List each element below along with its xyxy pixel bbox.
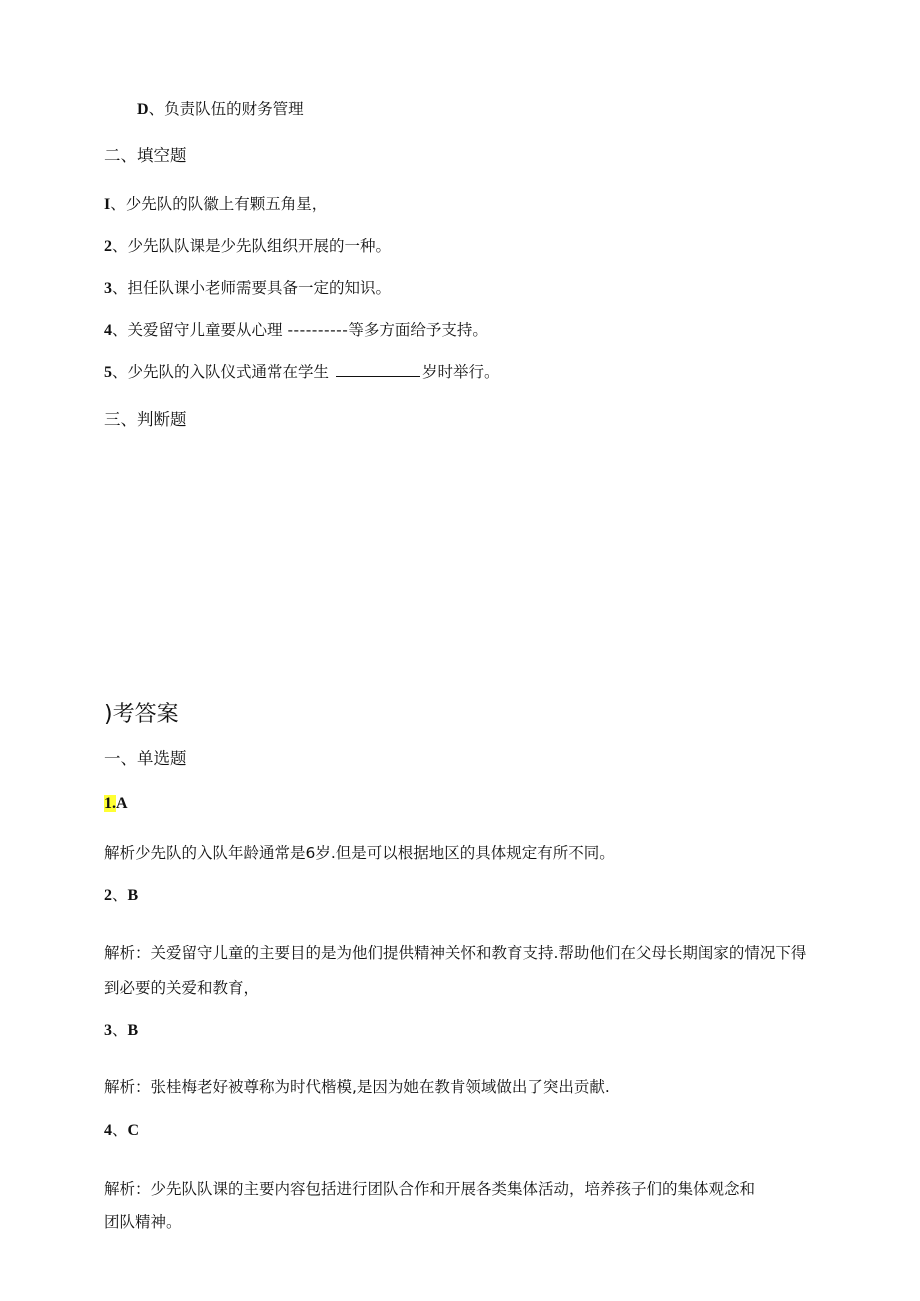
- item-number: 3: [104, 280, 112, 297]
- item-text-before: 、关爱留守儿童要从心理: [112, 321, 288, 339]
- answer-letter: C: [127, 1122, 140, 1139]
- answer-2-explanation-line1: 解析：关爱留守儿童的主要目的是为他们提供精神关怀和教育支持.帮助他们在父母长期闺家的情况下得: [104, 944, 807, 962]
- option-d-line: [137, 98, 304, 121]
- section-fill-blank-title: 二、填空题: [104, 146, 187, 165]
- fill-blank-item-2: [104, 235, 391, 258]
- answer-4-explanation-line2: 团队精神。: [104, 1213, 182, 1231]
- answer-number: 2: [104, 887, 112, 904]
- answer-sep: 、: [112, 1021, 128, 1039]
- option-d-label: D: [137, 101, 149, 118]
- answer-1-explanation: 解析少先队的入队年龄通常是6岁.但是可以根据地区的具体规定有所不同。: [104, 844, 615, 862]
- fill-blank-item-1: [104, 193, 327, 216]
- item-text-after: 等多方面给予支持。: [348, 321, 488, 339]
- answer-sep: 、: [112, 1121, 128, 1139]
- fill-blank-item-4: [104, 319, 488, 342]
- item-text: 、少先队的队徽上有颗五角星，: [110, 195, 328, 213]
- answer-letter: B: [127, 887, 139, 904]
- item-text-before: 、少先队的入队仪式通常在学生: [112, 363, 334, 381]
- fill-blank-item-5: [104, 361, 499, 384]
- item-number: 2: [104, 238, 112, 255]
- underline-blank: [336, 362, 420, 377]
- item-number: 4: [104, 322, 112, 339]
- answer-letter: A: [116, 795, 128, 812]
- answer-number: 4: [104, 1122, 112, 1139]
- answer-number: 3: [104, 1022, 112, 1039]
- answer-4-explanation-line1: 解析：少先队队课的主要内容包括进行团队合作和开展各类集体活动，培养孩子们的集体观念和: [104, 1180, 756, 1198]
- item-text: 、担任队课小老师需要具备一定的知识。: [112, 279, 392, 297]
- item-text: 、少先队队课是少先队组织开展的一种。: [112, 237, 392, 255]
- answers-single-choice-title: 一、单选题: [104, 749, 187, 768]
- answer-2-explanation-line2: 到必要的关爱和教育，: [104, 979, 260, 997]
- answer-letter: B: [127, 1022, 139, 1039]
- dashed-blank: ----------: [287, 321, 349, 339]
- answer-4: [104, 1119, 139, 1142]
- option-d-text: 、负责队伍的财务管理: [148, 100, 304, 118]
- section-true-false-title: 三、判断题: [104, 410, 187, 429]
- item-number: I: [104, 196, 111, 213]
- answer-3: [104, 1019, 138, 1042]
- answer-3-explanation: 解析：张桂梅老好被尊称为时代楷模,是因为她在教肯领域做出了突出贡献.: [104, 1078, 610, 1096]
- answer-2: [104, 884, 138, 907]
- item-text-after: 岁时举行。: [421, 363, 500, 381]
- answer-1: [104, 792, 128, 815]
- answers-title: )考答案: [104, 702, 179, 727]
- answer-number-highlight: 1.: [104, 795, 116, 812]
- answer-sep: 、: [112, 886, 128, 904]
- fill-blank-item-3: [104, 277, 391, 300]
- item-number: 5: [104, 364, 112, 381]
